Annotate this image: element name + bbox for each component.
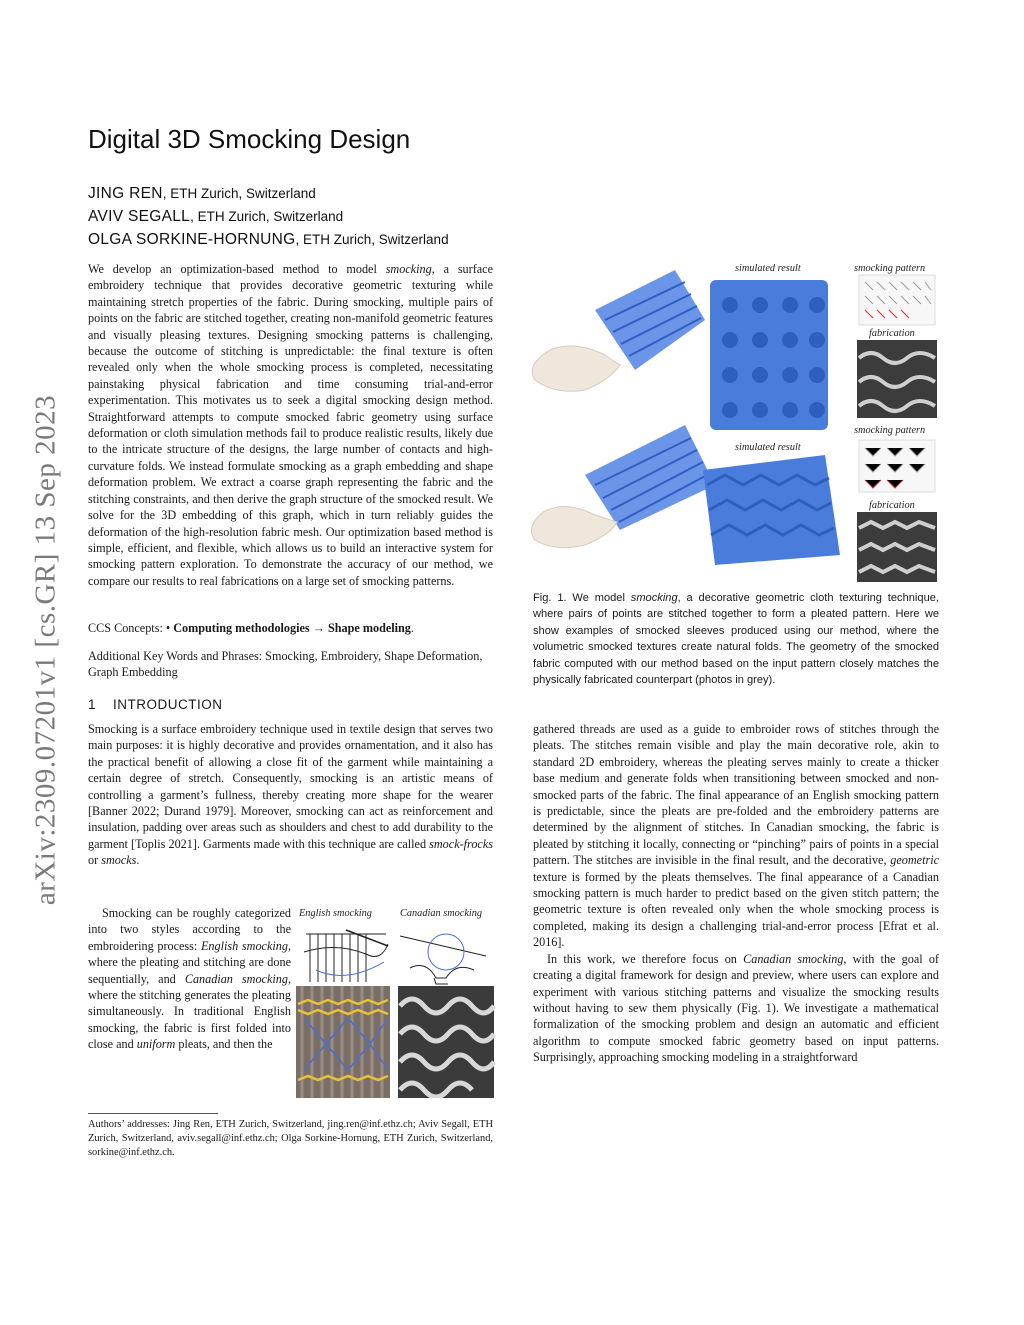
author-affiliation: , ETH Zurich, Switzerland [190,209,344,224]
intro-paragraph-2: Smocking can be roughly categorized into two styles according to the embroidering process: English smocking, where the pleating and stitching are done sequentially, and Canadian smocking, where the stitching generates the pleating simultaneously. In traditional English smocking, the fabric is first folded into close and uniform pleats, and then the [88,906,291,1052]
fabrication-photo-top [857,340,937,418]
figure-1-caption: Fig. 1. We model smocking, a decorative geometric cloth texturing technique, where pairs of points are stitched together to form a pleated pattern. Here we show examples of smocked sleeves produced using our method, where the volumetric smocked textures create natural folds. The geometry of the smocked fabric computed with our method based on the input pattern closely matches the physically fabricated counterpart (photos in grey). [533,592,939,687]
sleeve-top [532,270,705,391]
right-column-body [533,721,939,1066]
figure-1 [525,260,945,585]
ccs-concepts: CCS Concepts: • Computing methodologies → Shape modeling. [88,621,414,635]
canadian-diagram [400,934,486,984]
author-name: OLGA SORKINE-HORNUNG [88,231,296,248]
arxiv-stamp [22,350,70,950]
author-3 [88,231,449,249]
abstract: We develop an optimization-based method to model smocking, a surface embroidery technique that provides decorative geometric texturing while maintaining stretch properties of the fabric. During smocking, multiple pairs of points on the fabric are stitched together, creating non-manifold geometric features and visually pleasing textures. Designing smocking patterns is challenging, because the outcome of stitching is unpredictable: the final texture is often revealed only when the whole smocking process is completed, necessitating painstaking physical fabrication and time consuming trial-and-error experimentation. This motivates us to seek a digital smocking design method. Straightforward attempts to compute smocked fabric geometry using surface deformation or cloth simulation methods fail to produce realistic results, likely due to the intricate structure of the designs, the large number of contacts and high-curvature folds. We instead formulate smocking as a graph embedding and shape deformation problem. We extract a coarse graph representing the fabric and the stitching constraints, and then derive the graph structure of the smocked result. We solve for the 3D embedding of this graph, which in turn reliably guides the deformation of the high-resolution fabric mesh. Our optimization based method is simple, efficient, and flexible, which allows us to build an interactive system for smocking pattern exploration. To demonstrate the accuracy of our method, we compare our results to real fabrications on a large set of smocking patterns. [88,262,493,588]
simulated-fabric-top [710,280,828,430]
authors-addresses: Authors’ addresses: Jing Ren, ETH Zurich, Switzerland, jing.ren@inf.ethz.ch; Aviv Segall, ETH Zurich, Switzerland, aviv.segall@inf.ethz.ch; Olga Sorkine-Hornung, ETH Zurich, Switzerland, sorkine@inf.ethz.ch. [88,1119,493,1158]
author-affiliation: , ETH Zurich, Switzerland [295,232,449,247]
intro-paragraph-1: Smocking is a surface embroidery technique used in textile design that serves two main purposes: it is highly decorative and provides ornamentation, and it also has the practical benefit of allowing a close fit of the garment while maintaining a certain degree of stretch. Consequently, smocking is an artistic means of controlling a garment’s fullness, thereby creating more shape for the wearer [Banner 2022; Durand 1979]. Moreover, smocking can act as reinforcement and insulation, padding over areas such as shoulders and chest to add durability to the garment [Toplis 2021]. Garments made with this technique are called smock-frocks or smocks. [88,722,493,868]
col2-paragraph-1: gathered threads are used as a guide to embroider rows of stitches through the pleats. The stitches remain visible and play the main decorative role, akin to standard 2D embroidery, whereas the pleating serves mainly to create a thicker base medium and generate folds when transitioning between smocked and non-smocked parts of the fabric. The final appearance of an English smocking pattern is predictable, since the pleats are pre-folded and the embroidery patterns are determined by the alignment of stitches. In Canadian smocking, the fabric is pleated by stitching it locally, connecting or “pinching” pairs of points in a special pattern. The stitches are invisible in the final result, and the decorative, geometric texture is formed by the pleats themselves. The final appearance of a Canadian smocking pattern is much harder to predict based on the given stitch pattern; the geometric texture is often revealed only when the whole smocking process is completed, making its design a challenging trial-and-error process [Efrat et al. 2016]. [533,722,939,950]
sleeve-bottom [531,425,715,548]
footnote-rule [88,1113,218,1114]
col2-paragraph-2: In this work, we therefore focus on Canadian smocking, with the goal of creating a digital framework for design and preview, where users can explore and experiment with various stitching patterns and visualize the smocking results without having to sew them physically (Fig. 1). We investigate a mathematical formalization of the smocking problem and design an automatic and efficient algorithm to compute smocked fabric geometry based on input patterns. Surprisingly, approaching smocking modeling in a straightforward [533,951,939,1065]
smocking-illustrations [296,922,496,1098]
author-2 [88,208,343,226]
simulated-result-label-1: simulated result [735,263,801,274]
smocking-pattern-label-2: smocking pattern [854,425,926,436]
author-affiliation: , ETH Zurich, Switzerland [162,186,316,201]
canadian-smocking-label: Canadian smocking [400,908,483,919]
author-1 [88,185,316,203]
section-heading: 1 INTRODUCTION [88,697,223,712]
arxiv-id: arXiv:2309.07201v1 [cs.GR] 13 Sep 2023 [29,394,62,906]
keywords: Additional Key Words and Phrases: Smocking, Embroidery, Shape Deformation, Graph Embedding [88,649,483,680]
author-name: JING REN [88,185,163,202]
simulated-fabric-bottom [703,455,840,565]
simulated-result-label-2: simulated result [735,442,801,453]
smocking-pattern-bottom [859,440,935,492]
smocking-pattern-top [859,275,935,325]
paper-title: Digital 3D Smocking Design [88,124,411,154]
english-smocking-label: English smocking [299,908,372,919]
author-name: AVIV SEGALL [88,208,191,225]
smocking-pattern-label-1: smocking pattern [854,263,926,274]
english-diagram [304,930,388,982]
figure-1-graphics [525,260,945,585]
fabrication-label-2: fabrication [869,500,915,511]
fabrication-label-1: fabrication [869,328,915,339]
fabrication-photo-bottom [857,512,937,582]
smocking-styles-figure [296,908,496,1098]
